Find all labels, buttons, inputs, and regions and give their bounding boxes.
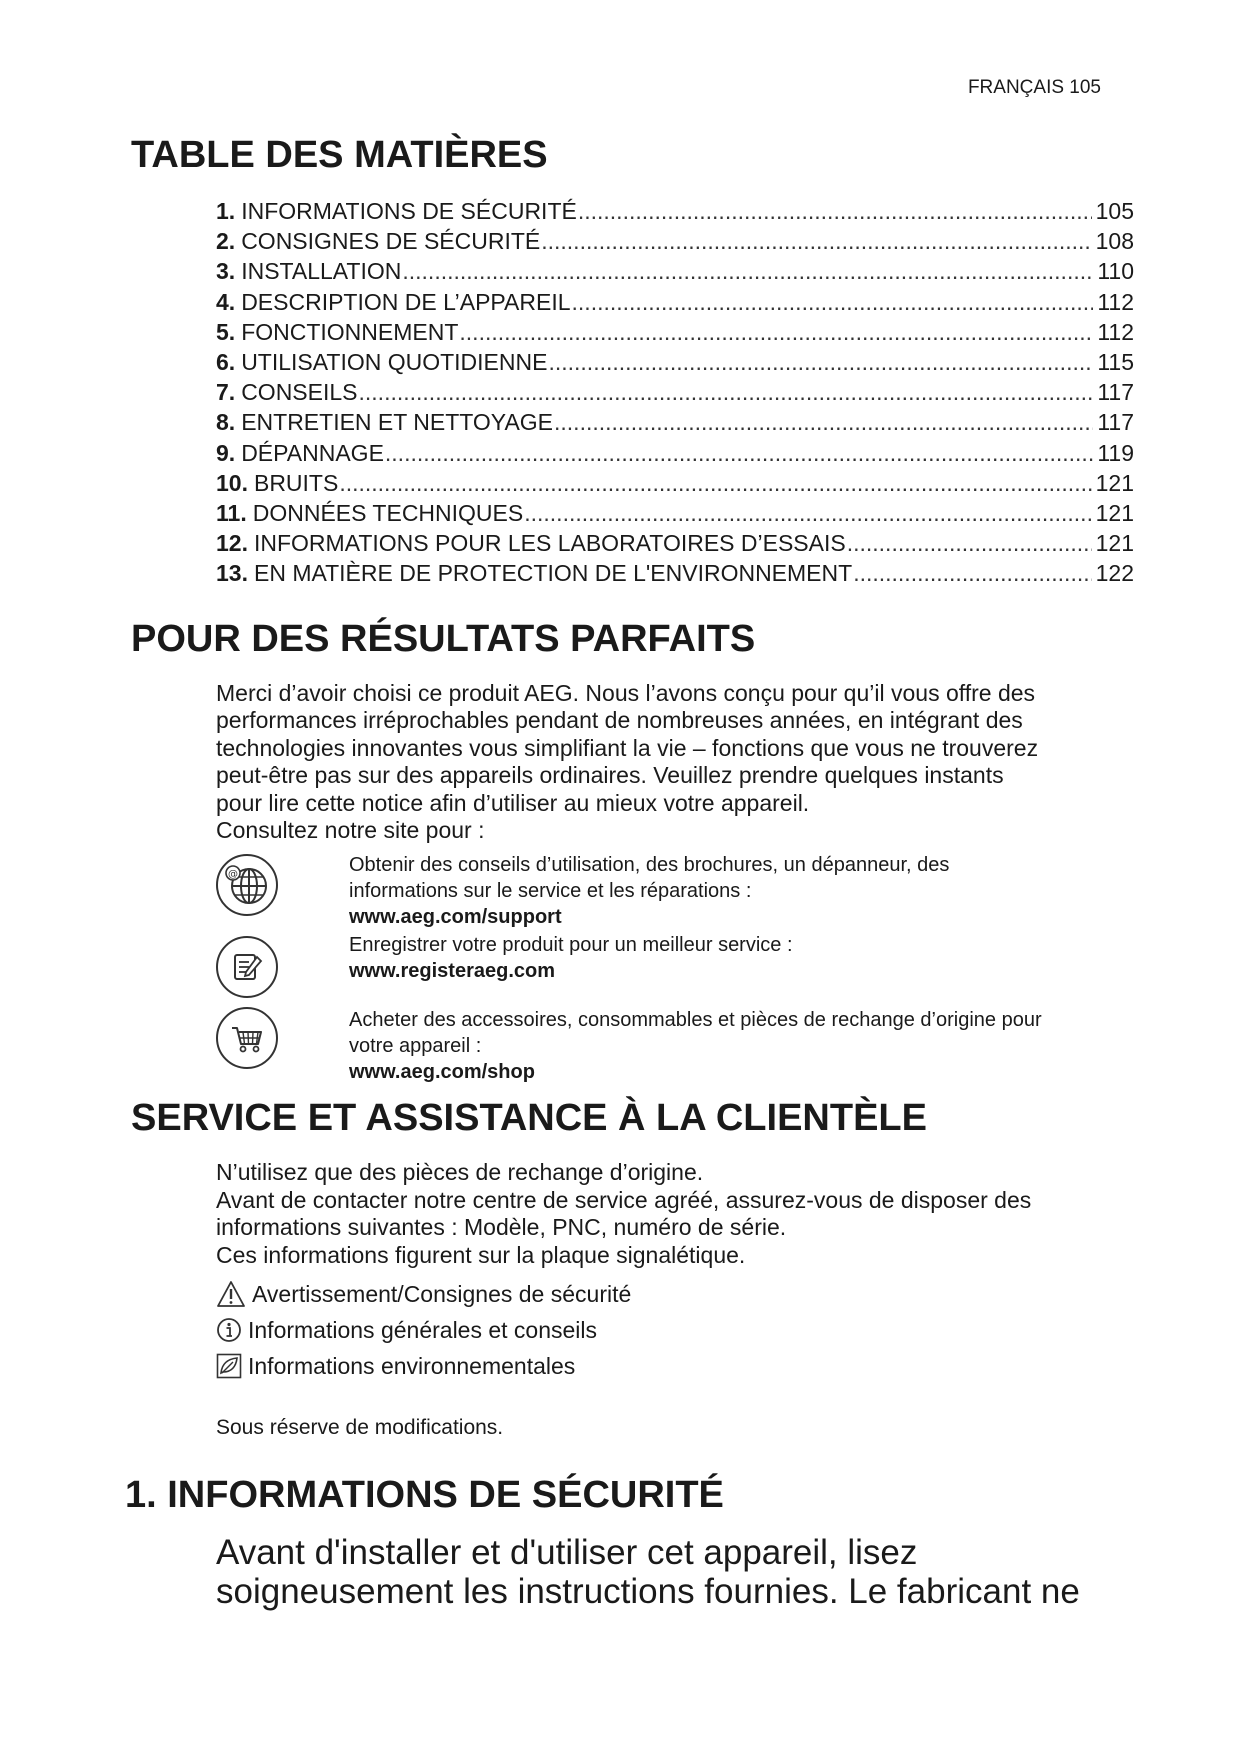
toc-item[interactable]: 6. UTILISATION QUOTIDIENNE ..... 115 [216, 347, 1134, 377]
safety-section-title: 1. INFORMATIONS DE SÉCURITÉ [125, 1474, 724, 1516]
legend-item-environment: Informations environnementales [216, 1348, 631, 1384]
shop-link[interactable]: www.aeg.com/shop [349, 1061, 535, 1083]
modification-notice: Sous réserve de modifications. [216, 1416, 504, 1439]
running-head: FRANÇAIS 105 [967, 77, 1101, 98]
register-form-icon [216, 936, 278, 998]
toc-item[interactable]: 9. DÉPANNAGE ..... 119 [216, 438, 1134, 468]
service-title: SERVICE ET ASSISTANCE À LA CLIENTÈLE [131, 1097, 927, 1139]
toc-item[interactable]: 8. ENTRETIEN ET NETTOYAGE ..... 117 [216, 407, 1134, 437]
info-circle-icon [216, 1315, 242, 1345]
shopping-cart-icon [216, 1007, 278, 1069]
safety-intro: Avant d'installer et d'utiliser cet appareil, lisez soigneusement les instructions fournies. Le fabricant ne [216, 1533, 1080, 1611]
intro-paragraph: Merci d’avoir choisi ce produit AEG. Nous l’avons conçu pour qu’il vous offre des performances irréprochables pendant de nombreuses années, en intégrant des technologies innovantes vous simplifiant la vie – fonctions que vous ne trouverez peut-être pas sur des appareils ordinaires. Veuillez prendre quelques instants pour lire cette notice afin d’utiliser au mieux votre appareil. Consultez notre site pour : [216, 680, 1039, 844]
register-link[interactable]: www.registeraeg.com [349, 960, 555, 982]
legend-item-info: Informations générales et conseils [216, 1312, 631, 1348]
support-link[interactable]: www.aeg.com/support [349, 906, 562, 928]
toc-item[interactable]: 12. INFORMATIONS POUR LES LABORATOIRES D’ESSAIS ..... 121 [216, 528, 1134, 558]
toc-item[interactable]: 1. INFORMATIONS DE SÉCURITÉ ..... 105 [216, 196, 1134, 226]
results-title: POUR DES RÉSULTATS PARFAITS [131, 618, 756, 660]
toc-item[interactable]: 7. CONSEILS ..... 117 [216, 377, 1134, 407]
table-of-contents [216, 196, 1134, 588]
toc-item[interactable]: 2. CONSIGNES DE SÉCURITÉ ..... 108 [216, 226, 1134, 256]
svg-text:@: @ [228, 869, 238, 880]
toc-item[interactable]: 11. DONNÉES TECHNIQUES ..... 121 [216, 498, 1134, 528]
toc-item[interactable]: 13. EN MATIÈRE DE PROTECTION DE L'ENVIRONNEMENT ..... 122 [216, 558, 1134, 588]
leaf-box-icon [216, 1351, 242, 1381]
toc-item[interactable]: 3. INSTALLATION ..... 110 [216, 256, 1134, 286]
symbol-legend [216, 1276, 631, 1384]
toc-title: TABLE DES MATIÈRES [131, 134, 548, 176]
legend-item-warning: Avertissement/Consignes de sécurité [216, 1276, 631, 1312]
warning-triangle-icon [216, 1279, 246, 1309]
toc-item[interactable]: 5. FONCTIONNEMENT ..... 112 [216, 317, 1134, 347]
globe-at-icon [216, 854, 278, 916]
toc-item[interactable]: 4. DESCRIPTION DE L’APPAREIL ..... 112 [216, 287, 1134, 317]
service-paragraph: N’utilisez que des pièces de rechange d’origine. Avant de contacter notre centre de service agréé, assurez-vous de disposer des informations suivantes : Modèle, PNC, numéro de série. Ces informations figurent sur la plaque signalétique. [216, 1159, 1032, 1268]
toc-item[interactable]: 10. BRUITS ..... 121 [216, 468, 1134, 498]
